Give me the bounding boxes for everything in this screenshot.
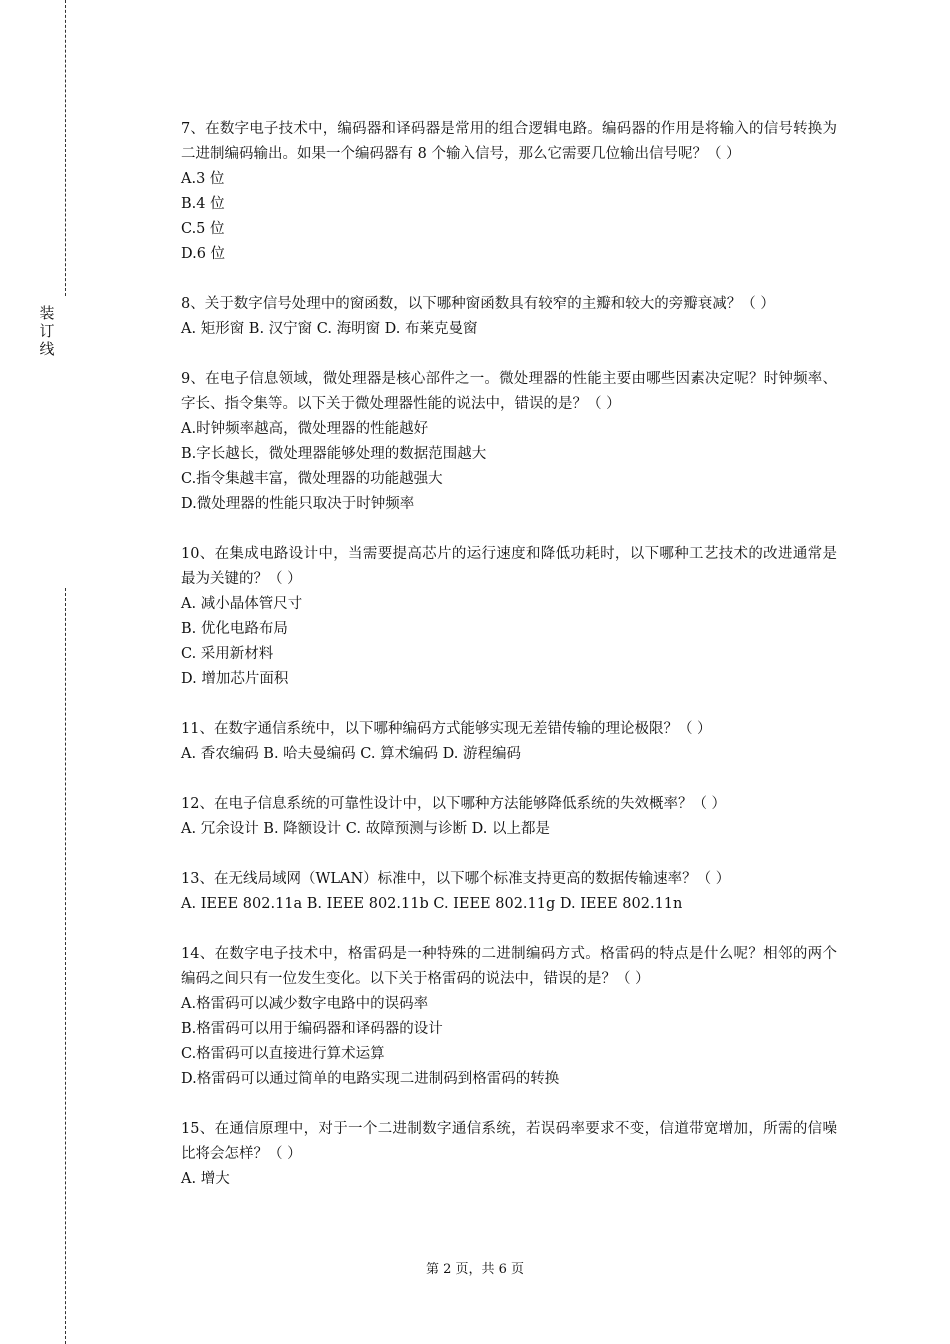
option-d: D. 增加芯片面积 [181,671,289,687]
page-number: 第 2 页，共 6 页 [425,1262,525,1277]
option-b: B. 优化电路布局 [181,621,288,637]
option-b: B.字长越长，微处理器能够处理的数据范围越大 [181,446,487,462]
binding-dashed-line-bottom [65,588,66,1344]
binding-char: 订 [39,322,55,340]
option-a: A.3 位 [181,171,225,187]
option-a: A.时钟频率越高，微处理器的性能越好 [181,421,429,437]
question-stem: 14、在数字电子技术中，格雷码是一种特殊的二进制编码方式。格雷码的特点是什么呢？相邻的两个编码之间只有一位发生变化。以下关于格雷码的说法中，错误的是？（ ） [181,946,837,987]
question-stem: 13、在无线局域网（WLAN）标准中，以下哪个标准支持更高的数据传输速率？（ ） [181,871,731,887]
question-12 [181,792,837,842]
binding-dashed-line-top [65,0,66,296]
question-stem: 15、在通信原理中，对于一个二进制数字通信系统，若误码率要求不变，信道带宽增加，所需的信噪比将会怎样？（ ） [181,1121,837,1162]
question-15 [181,1117,837,1192]
binding-label [38,304,56,358]
option-a: A. 减小晶体管尺寸 [181,596,303,612]
option-c: C.5 位 [181,221,225,237]
question-9 [181,367,837,517]
question-stem: 7、在数字电子技术中，编码器和译码器是常用的组合逻辑电路。编码器的作用是将输入的信号转换为二进制编码输出。如果一个编码器有 8 个输入信号，那么它需要几位输出信号呢？（ ） [181,121,837,162]
question-14 [181,942,837,1092]
question-list [181,117,837,1217]
option-b: B.4 位 [181,196,225,212]
question-stem: 8、关于数字信号处理中的窗函数，以下哪种窗函数具有较窄的主瓣和较大的旁瓣衰减？（ ） [181,296,775,312]
question-8 [181,292,837,342]
option-b: B.格雷码可以用于编码器和译码器的设计 [181,1021,443,1037]
binding-char: 装 [39,304,55,322]
question-13 [181,867,837,917]
question-7 [181,117,837,267]
question-10 [181,542,837,692]
options-line: A. IEEE 802.11a B. IEEE 802.11b C. IEEE 802.11g D. IEEE 802.11n [181,896,683,912]
options-line: A. 冗余设计 B. 降额设计 C. 故障预测与诊断 D. 以上都是 [181,821,551,837]
options-line: A. 香农编码 B. 哈夫曼编码 C. 算术编码 D. 游程编码 [181,746,522,762]
option-c: C.指令集越丰富，微处理器的功能越强大 [181,471,443,487]
question-stem: 9、在电子信息领域，微处理器是核心部件之一。微处理器的性能主要由哪些因素决定呢？时钟频率、字长、指令集等。以下关于微处理器性能的说法中，错误的是？（ ） [181,371,837,412]
option-d: D.微处理器的性能只取决于时钟频率 [181,496,415,512]
option-d: D.格雷码可以通过简单的电路实现二进制码到格雷码的转换 [181,1071,560,1087]
binding-char: 线 [39,340,55,358]
option-c: C. 采用新材料 [181,646,274,662]
option-d: D.6 位 [181,246,226,262]
question-11 [181,717,837,767]
question-stem: 12、在电子信息系统的可靠性设计中，以下哪种方法能够降低系统的失效概率？（ ） [181,796,727,812]
option-c: C.格雷码可以直接进行算术运算 [181,1046,385,1062]
option-a: A. 增大 [181,1171,230,1187]
options-line: A. 矩形窗 B. 汉宁窗 C. 海明窗 D. 布莱克曼窗 [181,321,478,337]
question-stem: 11、在数字通信系统中，以下哪种编码方式能够实现无差错传输的理论极限？（ ） [181,721,712,737]
option-a: A.格雷码可以减少数字电路中的误码率 [181,996,429,1012]
question-stem: 10、在集成电路设计中，当需要提高芯片的运行速度和降低功耗时，以下哪种工艺技术的改进通常是最为关键的？（ ） [181,546,837,587]
